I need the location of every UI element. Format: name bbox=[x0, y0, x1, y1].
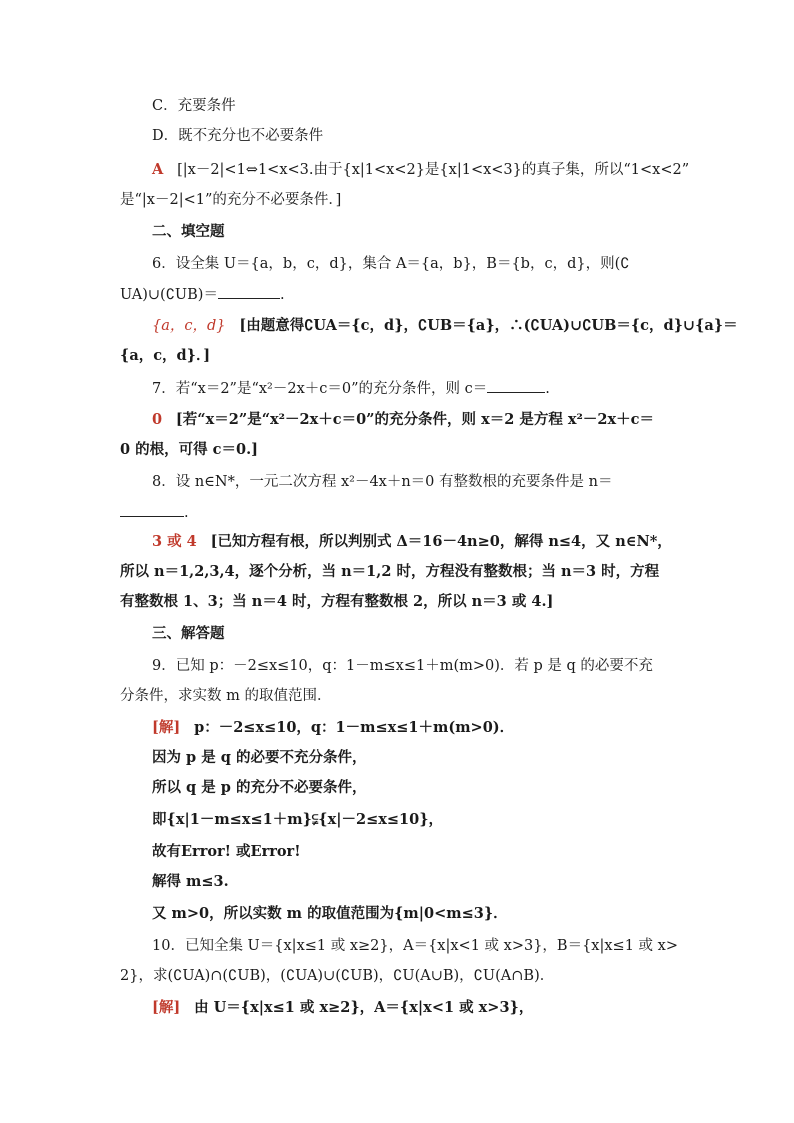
q8-solution-line1 bbox=[152, 532, 672, 552]
q10-solution-tag: [解] bbox=[152, 999, 181, 1016]
q6-solution-line2: {a，c，d}．] bbox=[120, 347, 211, 364]
q7-line1: 7．若“x＝2”是“x²－2x＋c＝0”的充分条件，则 c＝ . bbox=[152, 378, 550, 399]
option-c: C．充要条件 bbox=[152, 98, 236, 114]
q6-line2: UA)∪(∁UB)＝ . bbox=[120, 284, 285, 305]
q7-line1-text: 7．若“x＝2”是“x²－2x＋c＝0”的充分条件，则 c＝ bbox=[152, 381, 488, 397]
q5-solution-line1 bbox=[152, 160, 689, 180]
q10-line1: 10．已知全集 U＝{x|x≤1 或 x≥2}，A＝{x|x<1 或 x>3}，B＝{x|x≤1 或 x> bbox=[152, 938, 678, 954]
q5-answer: A bbox=[152, 161, 164, 178]
q9-solution-text: p：－2≤x≤10，q：1－m≤x≤1＋m(m>0)． bbox=[194, 719, 515, 736]
q10-solution-text: 由 U＝{x|x≤1 或 x≥2}，A＝{x|x<1 或 x>3}， bbox=[194, 999, 534, 1016]
q9-solution-line4: 即{x|1－m≤x≤1＋m}⫋{x|－2≤x≤10}， bbox=[152, 811, 444, 828]
q6-line2-text: UA)∪(∁UB)＝ bbox=[120, 287, 218, 303]
q8-solution-text: [已知方程有根，所以判别式 Δ＝16－4n≥0，解得 n≤4，又 n∈N*， bbox=[210, 533, 672, 550]
q9-solution-line7: 又 m>0，所以实数 m 的取值范围为{m|0<m≤3}． bbox=[152, 905, 508, 922]
q7-solution-text: [若“x＝2”是“x²－2x＋c＝0”的充分条件，则 x＝2 是方程 x²－2x＋c＝ bbox=[175, 411, 654, 428]
q6-blank bbox=[218, 284, 280, 299]
q6-solution-text: [由题意得∁UA＝{c，d}，∁UB＝{a}，∴(∁UA)∪∁UB＝{c，d}∪{a}＝ bbox=[239, 317, 738, 334]
q7-solution-line1 bbox=[152, 410, 654, 430]
q9-line1: 9．已知 p：－2≤x≤10，q：1－m≤x≤1＋m(m>0)．若 p 是 q 的必要不充 bbox=[152, 658, 653, 674]
section-title-answer: 三、解答题 bbox=[152, 625, 225, 642]
option-d: D．既不充分也不必要条件 bbox=[152, 128, 324, 144]
q6-solution-line1 bbox=[152, 316, 738, 336]
q9-solution-line2: 因为 p 是 q 的必要不充分条件， bbox=[152, 749, 367, 766]
q9-solution-line3: 所以 q 是 p 的充分不必要条件， bbox=[152, 779, 367, 796]
q8-answer: 3 或 4 bbox=[152, 533, 197, 550]
q8-blank bbox=[120, 502, 184, 517]
q7-solution-line2: 0 的根，可得 c＝0.] bbox=[120, 441, 259, 458]
section-title-fill-blank: 二、填空题 bbox=[152, 223, 225, 240]
q9-solution-tag: [解] bbox=[152, 719, 181, 736]
q9-line2: 分条件，求实数 m 的取值范围． bbox=[120, 688, 332, 704]
q6-line1: 6．设全集 U＝{a，b，c，d}，集合 A＝{a，b}，B＝{b，c，d}，则(∁ bbox=[152, 256, 630, 272]
q9-solution-line1 bbox=[152, 718, 514, 738]
q10-solution-line1 bbox=[152, 998, 533, 1018]
q5-solution-text: [|x－2|<1⇔1<x<3.由于{x|1<x<2}是{x|1<x<3}的真子集，所以“1<x<2” bbox=[177, 162, 690, 178]
q10-line2: 2}，求(∁UA)∩(∁UB)，(∁UA)∪(∁UB)，∁U(A∪B)，∁U(A∩B)． bbox=[120, 968, 555, 984]
q8-line2: . bbox=[120, 502, 189, 523]
q7-answer: 0 bbox=[152, 411, 163, 428]
q9-solution-line5: 故有Error! 或Error! bbox=[152, 843, 301, 860]
q6-answer: {a，c，d} bbox=[152, 318, 226, 334]
q8-solution-line3: 有整数根 1、3；当 n＝4 时，方程有整数根 2，所以 n＝3 或 4.] bbox=[120, 593, 554, 610]
q8-line1: 8．设 n∈N*，一元二次方程 x²－4x＋n＝0 有整数根的充要条件是 n＝ bbox=[152, 474, 613, 490]
q9-solution-line6: 解得 m≤3. bbox=[152, 873, 229, 890]
q7-blank bbox=[487, 378, 545, 393]
q8-solution-line2: 所以 n＝1,2,3,4，逐个分析，当 n＝1,2 时，方程没有整数根；当 n＝3 时，方程 bbox=[120, 563, 660, 580]
q5-solution-line2: 是“|x－2|<1”的充分不必要条件．] bbox=[120, 192, 342, 208]
